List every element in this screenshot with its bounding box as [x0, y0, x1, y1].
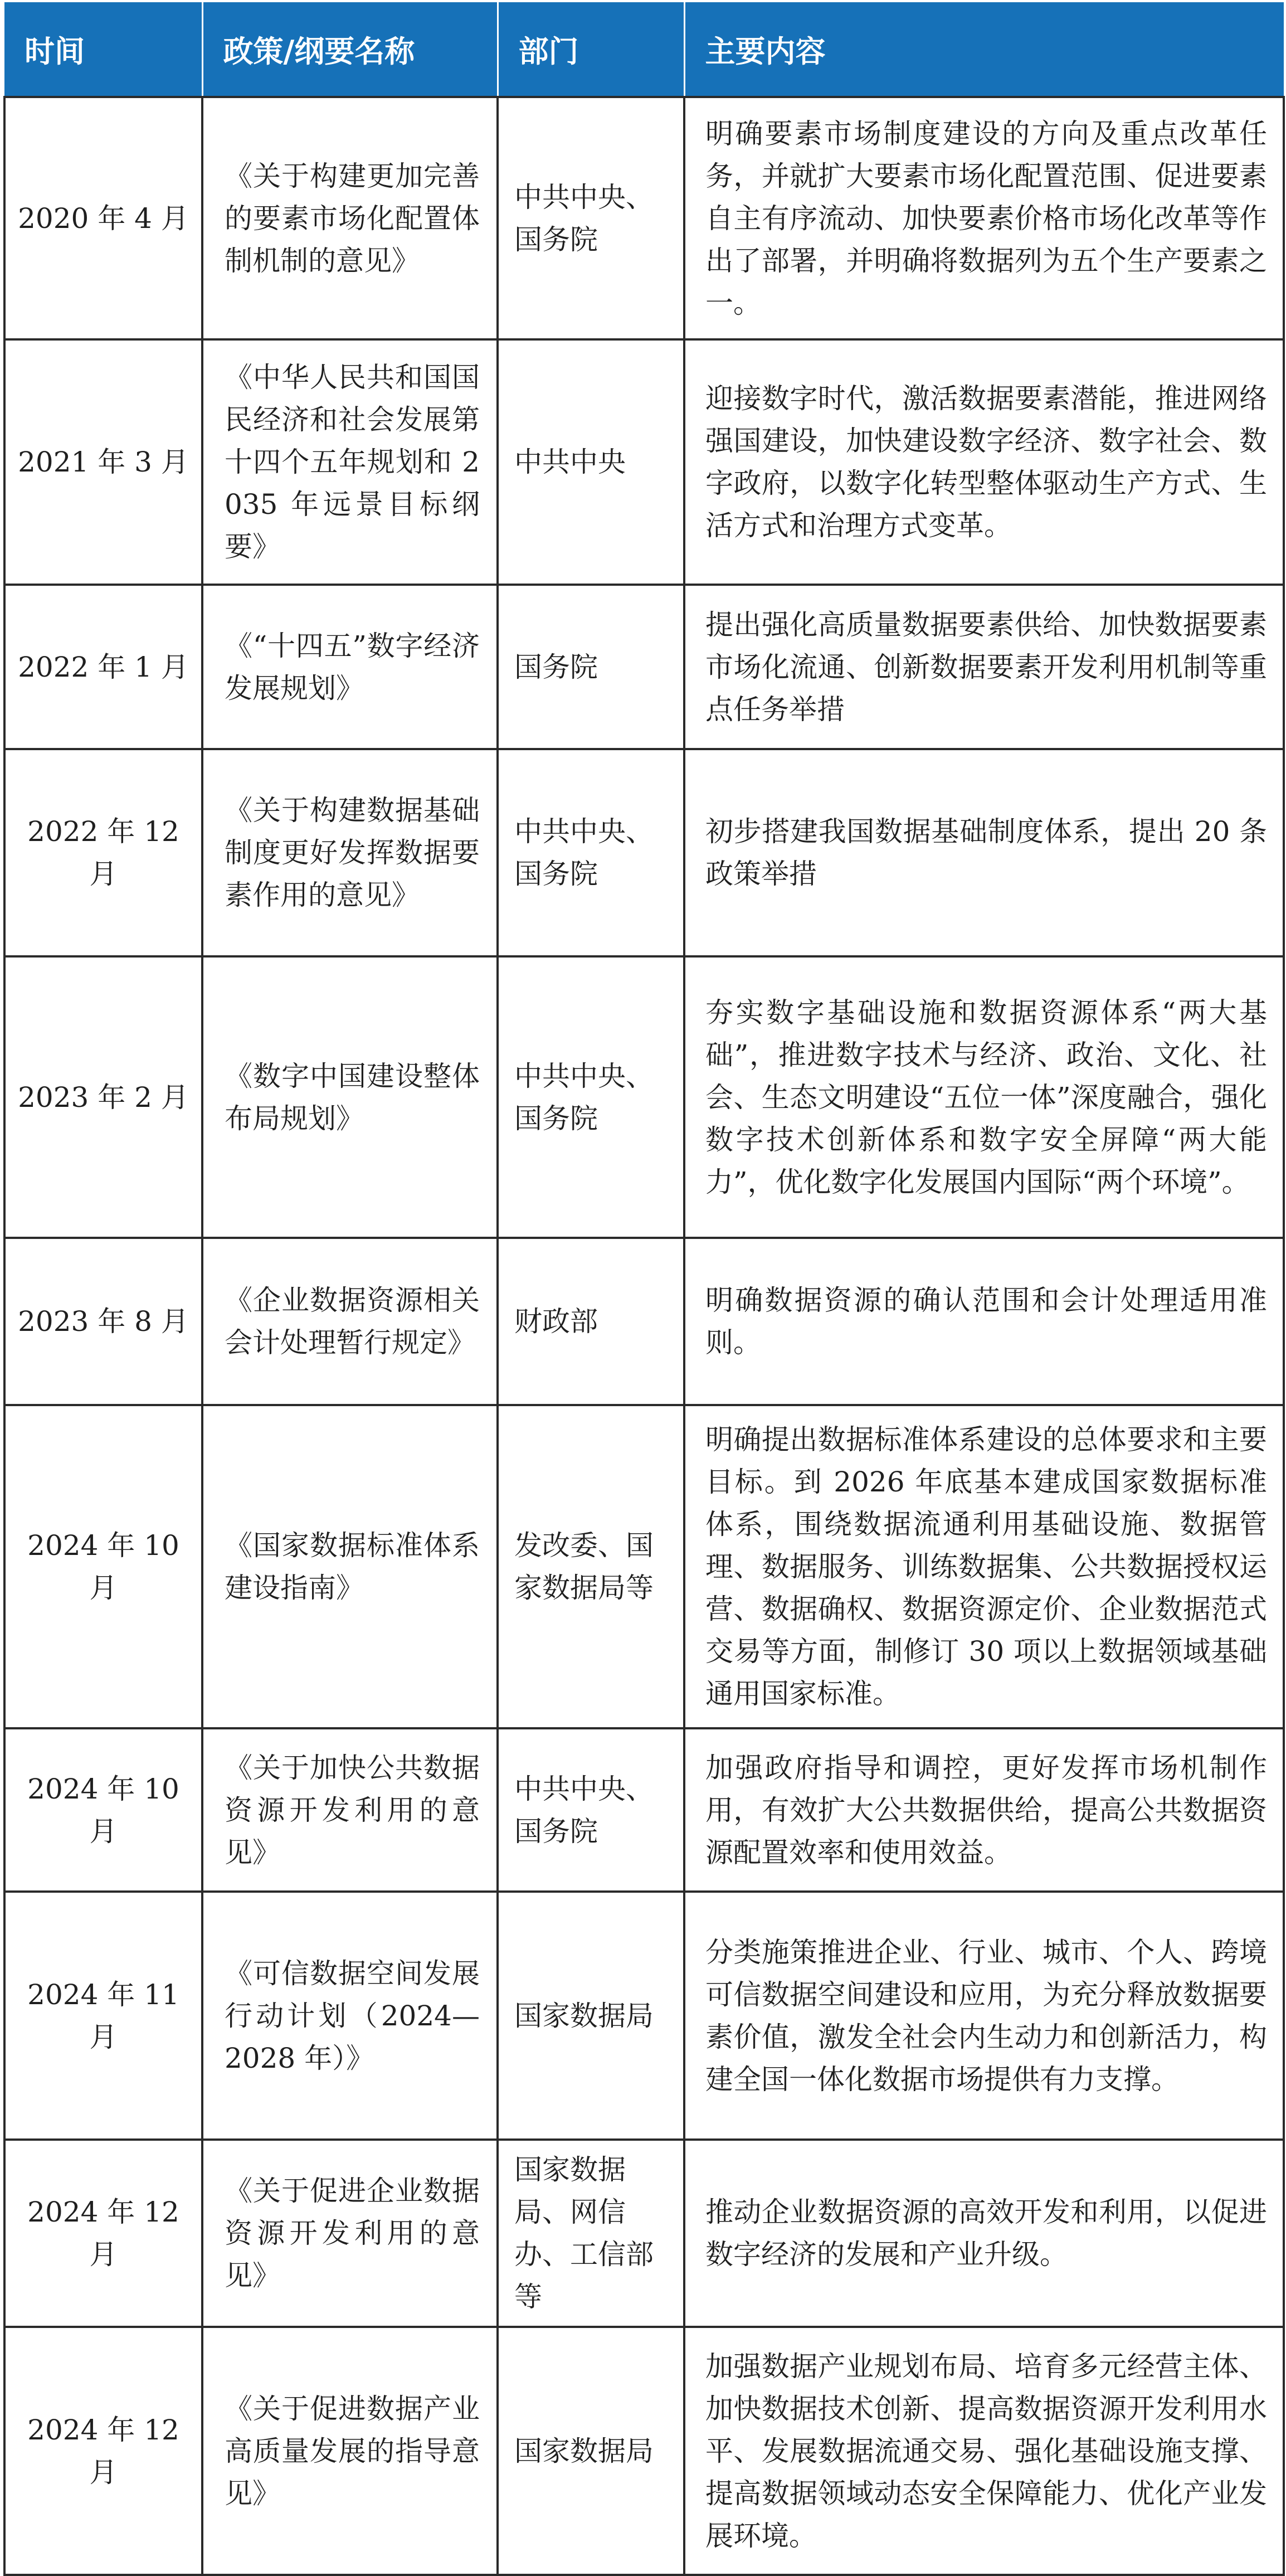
cell-department: 中共中央: [498, 339, 684, 585]
cell-policy-name: 《“十四五”数字经济发展规划》: [202, 585, 498, 749]
cell-department: 中共中央、国务院: [498, 956, 684, 1238]
cell-policy-name: 《关于构建更加完善的要素市场化配置体制机制的意见》: [202, 97, 498, 339]
cell-department: 财政部: [498, 1238, 684, 1405]
cell-main-content: 加强政府指导和调控，更好发挥市场机制作用，有效扩大公共数据供给，提高公共数据资源配置效率和使用效益。: [684, 1728, 1284, 1892]
cell-policy-name: 《国家数据标准体系建设指南》: [202, 1405, 498, 1728]
cell-time: 2024 年 10 月: [4, 1405, 202, 1728]
cell-time: 2023 年 8 月: [4, 1238, 202, 1405]
table-row: [4, 2140, 1284, 2327]
cell-department: 中共中央、国务院: [498, 749, 684, 956]
cell-policy-name: 《关于促进数据产业高质量发展的指导意见》: [202, 2327, 498, 2575]
cell-policy-name: 《关于促进企业数据资源开发利用的意见》: [202, 2140, 498, 2327]
cell-main-content: 迎接数字时代，激活数据要素潜能，推进网络强国建设，加快建设数字经济、数字社会、数字政府，以数字化转型整体驱动生产方式、生活方式和治理方式变革。: [684, 339, 1284, 585]
header-main-content: 主要内容: [684, 2, 1284, 97]
cell-main-content: 提出强化高质量数据要素供给、加快数据要素市场化流通、创新数据要素开发利用机制等重点任务举措: [684, 585, 1284, 749]
table-row: [4, 585, 1284, 749]
table-row: [4, 1728, 1284, 1892]
cell-department: 发改委、国家数据局等: [498, 1405, 684, 1728]
cell-main-content: 明确数据资源的确认范围和会计处理适用准则。: [684, 1238, 1284, 1405]
cell-main-content: 夯实数字基础设施和数据资源体系“两大基础”，推进数字技术与经济、政治、文化、社会、生态文明建设“五位一体”深度融合，强化数字技术创新体系和数字安全屏障“两大能力”，优化数字化发展国内国际“两个环境”。: [684, 956, 1284, 1238]
table-header: [4, 2, 1284, 97]
cell-time: 2024 年 11 月: [4, 1892, 202, 2140]
cell-department: 中共中央、国务院: [498, 1728, 684, 1892]
cell-policy-name: 《企业数据资源相关会计处理暂行规定》: [202, 1238, 498, 1405]
cell-main-content: 初步搭建我国数据基础制度体系，提出 20 条政策举措: [684, 749, 1284, 956]
policy-table: [3, 2, 1285, 2576]
cell-main-content: 加强数据产业规划布局、培育多元经营主体、加快数据技术创新、提高数据资源开发利用水平、发展数据流通交易、强化基础设施支撑、提高数据领域动态安全保障能力、优化产业发展环境。: [684, 2327, 1284, 2575]
cell-main-content: 明确提出数据标准体系建设的总体要求和主要目标。到 2026 年底基本建成国家数据标准体系，围绕数据流通利用基础设施、数据管理、数据服务、训练数据集、公共数据授权运营、数据确权、数据资源定价、企业数据范式交易等方面，制修订 30 项以上数据领域基础通用国家标准。: [684, 1405, 1284, 1728]
table-row: [4, 97, 1284, 339]
table-row: [4, 1238, 1284, 1405]
table-row: [4, 339, 1284, 585]
cell-department: 国家数据局: [498, 2327, 684, 2575]
table-row: [4, 749, 1284, 956]
header-row: [4, 2, 1284, 97]
table-body: [4, 97, 1284, 2575]
cell-main-content: 推动企业数据资源的高效开发和利用，以促进数字经济的发展和产业升级。: [684, 2140, 1284, 2327]
header-policy-name: 政策/纲要名称: [202, 2, 498, 97]
cell-department: 国务院: [498, 585, 684, 749]
cell-policy-name: 《关于构建数据基础制度更好发挥数据要素作用的意见》: [202, 749, 498, 956]
cell-policy-name: 《数字中国建设整体布局规划》: [202, 956, 498, 1238]
table-row: [4, 1405, 1284, 1728]
cell-time: 2024 年 10 月: [4, 1728, 202, 1892]
header-department: 部门: [498, 2, 684, 97]
cell-time: 2020 年 4 月: [4, 97, 202, 339]
cell-department: 国家数据局: [498, 1892, 684, 2140]
table-row: [4, 1892, 1284, 2140]
cell-time: 2023 年 2 月: [4, 956, 202, 1238]
cell-time: 2022 年 1 月: [4, 585, 202, 749]
cell-policy-name: 《可信数据空间发展行动计划（2024—2028 年）》: [202, 1892, 498, 2140]
header-time: 时间: [4, 2, 202, 97]
cell-time: 2021 年 3 月: [4, 339, 202, 585]
cell-time: 2024 年 12 月: [4, 2140, 202, 2327]
table-row: [4, 2327, 1284, 2575]
cell-department: 国家数据局、网信办、工信部等: [498, 2140, 684, 2327]
cell-time: 2022 年 12 月: [4, 749, 202, 956]
cell-time: 2024 年 12 月: [4, 2327, 202, 2575]
cell-department: 中共中央、国务院: [498, 97, 684, 339]
cell-policy-name: 《关于加快公共数据资源开发利用的意见》: [202, 1728, 498, 1892]
table-row: [4, 956, 1284, 1238]
cell-policy-name: 《中华人民共和国国民经济和社会发展第十四个五年规划和 2035 年远景目标纲要》: [202, 339, 498, 585]
cell-main-content: 分类施策推进企业、行业、城市、个人、跨境可信数据空间建设和应用，为充分释放数据要素价值，激发全社会内生动力和创新活力，构建全国一体化数据市场提供有力支撑。: [684, 1892, 1284, 2140]
cell-main-content: 明确要素市场制度建设的方向及重点改革任务，并就扩大要素市场化配置范围、促进要素自主有序流动、加快要素价格市场化改革等作出了部署，并明确将数据列为五个生产要素之一。: [684, 97, 1284, 339]
